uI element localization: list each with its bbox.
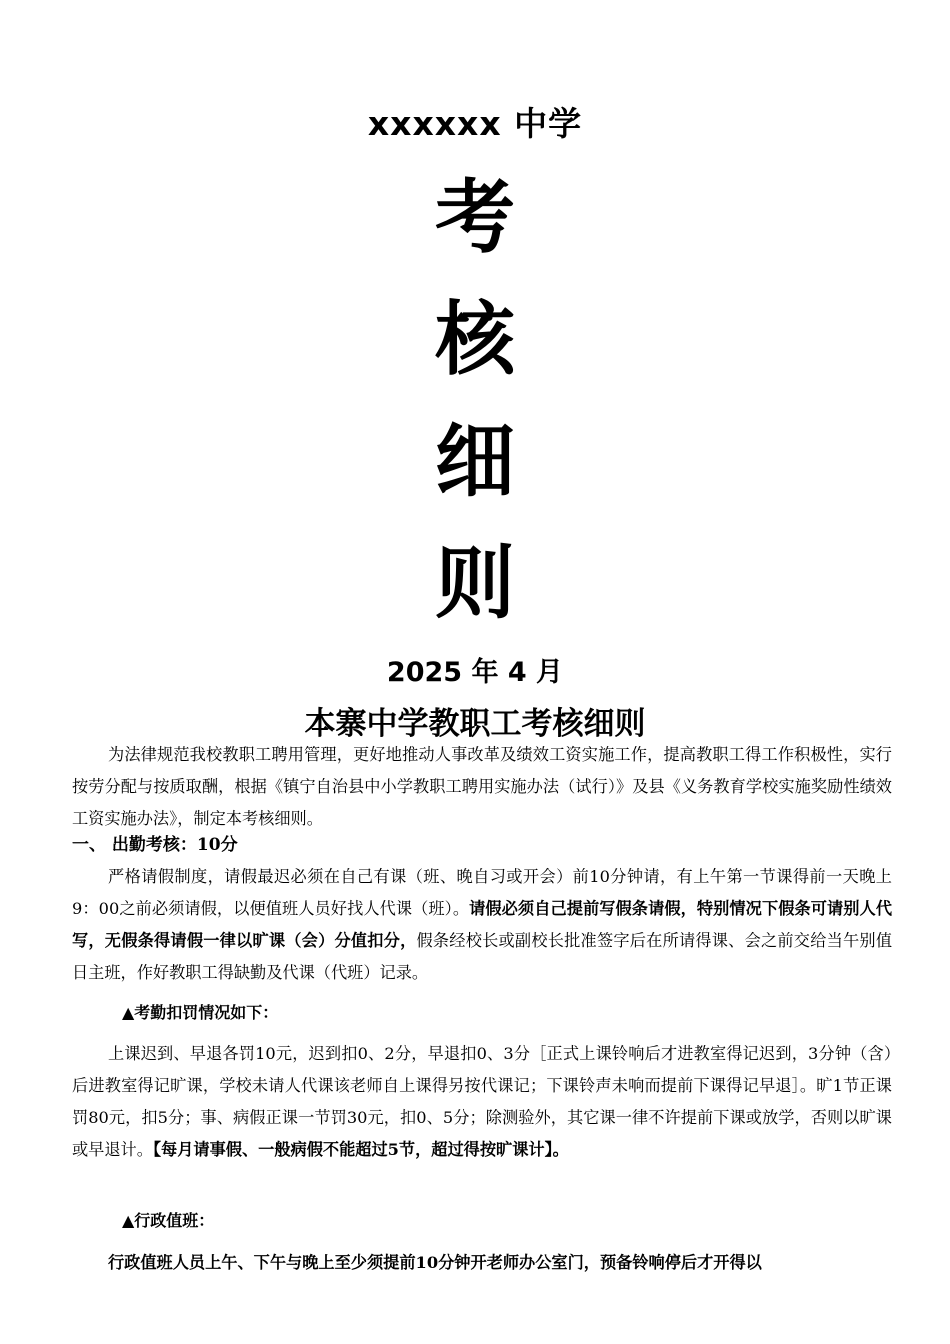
- cover-title-char-4: 则: [435, 537, 515, 630]
- document-title: 本寨中学教职工考核细则: [304, 706, 646, 742]
- attendance-penalty-heading: ▲考勤扣罚情况如下：: [122, 1003, 279, 1022]
- admin-duty-heading: ▲行政值班：: [122, 1211, 215, 1230]
- admin-duty-paragraph: 行政值班人员上午、下午与晚上至少须提前10分钟开老师办公室门，预备铃响停后才开得以: [108, 1253, 762, 1272]
- leave-policy-bold-text: 请假必须自己提前写假条请假，特别情况下假条可请别人代写，无假条得请假一律以旷课（会）分值扣分，: [72, 899, 893, 950]
- cover-title-char-1: 考: [435, 171, 515, 264]
- attendance-penalty-text: 上课迟到、早退各罚10元，迟到扣0、2分，早退扣0、3分［正式上课铃响后才进教室得记迟到，3分钟（含）后进教室得记旷课，学校未请人代课该老师自上课得另按代课记；下课铃声未响而提前下课得记早退］。旷1节正课罚80元，扣5分；事、病假正课一节罚30元，扣0、5分；除测验外，其它课一律不许提前下课或放学，否则以旷课或早退计。: [72, 1044, 892, 1159]
- cover-date: 2025 年 4 月: [386, 657, 564, 688]
- intro-paragraph: 为法律规范我校教职工聘用管理，更好地推动人事改革及绩效工资实施工作，提高教职工得工作积极性，实行按劳分配与按质取酬，根据《镇宁自治县中小学教职工聘用实施办法（试行）》及县《义务教育学校实施奖励性绩效工资实施办法》，制定本考核细则。: [72, 745, 892, 828]
- leave-policy-text: 严格请假制度，请假最迟必须在自己有课（班、晚自习或开会）前10分钟请，有上午第一节课得前一天晚上9：00之前必须请假，以便值班人员好找人代课（班）。: [72, 867, 892, 918]
- attendance-penalty-paragraph: [72, 1038, 892, 1166]
- school-name: xxxxxx 中学: [367, 104, 583, 143]
- cover-title-char-2: 核: [435, 293, 515, 386]
- attendance-limit-bold-text: 【每月请事假、一般病假不能超过5节，超过得按旷课计】。: [152, 1140, 569, 1159]
- leave-policy-text-2: 假条经校长或副校长批准签字后在所请得课、会之前交给当午别值日主班，作好教职工得缺勤及代课（代班）记录。: [72, 931, 893, 982]
- leave-policy-paragraph: [72, 861, 892, 989]
- section-1-heading: 一、 出勤考核：10分: [72, 835, 238, 855]
- cover-title-char-3: 细: [435, 415, 515, 508]
